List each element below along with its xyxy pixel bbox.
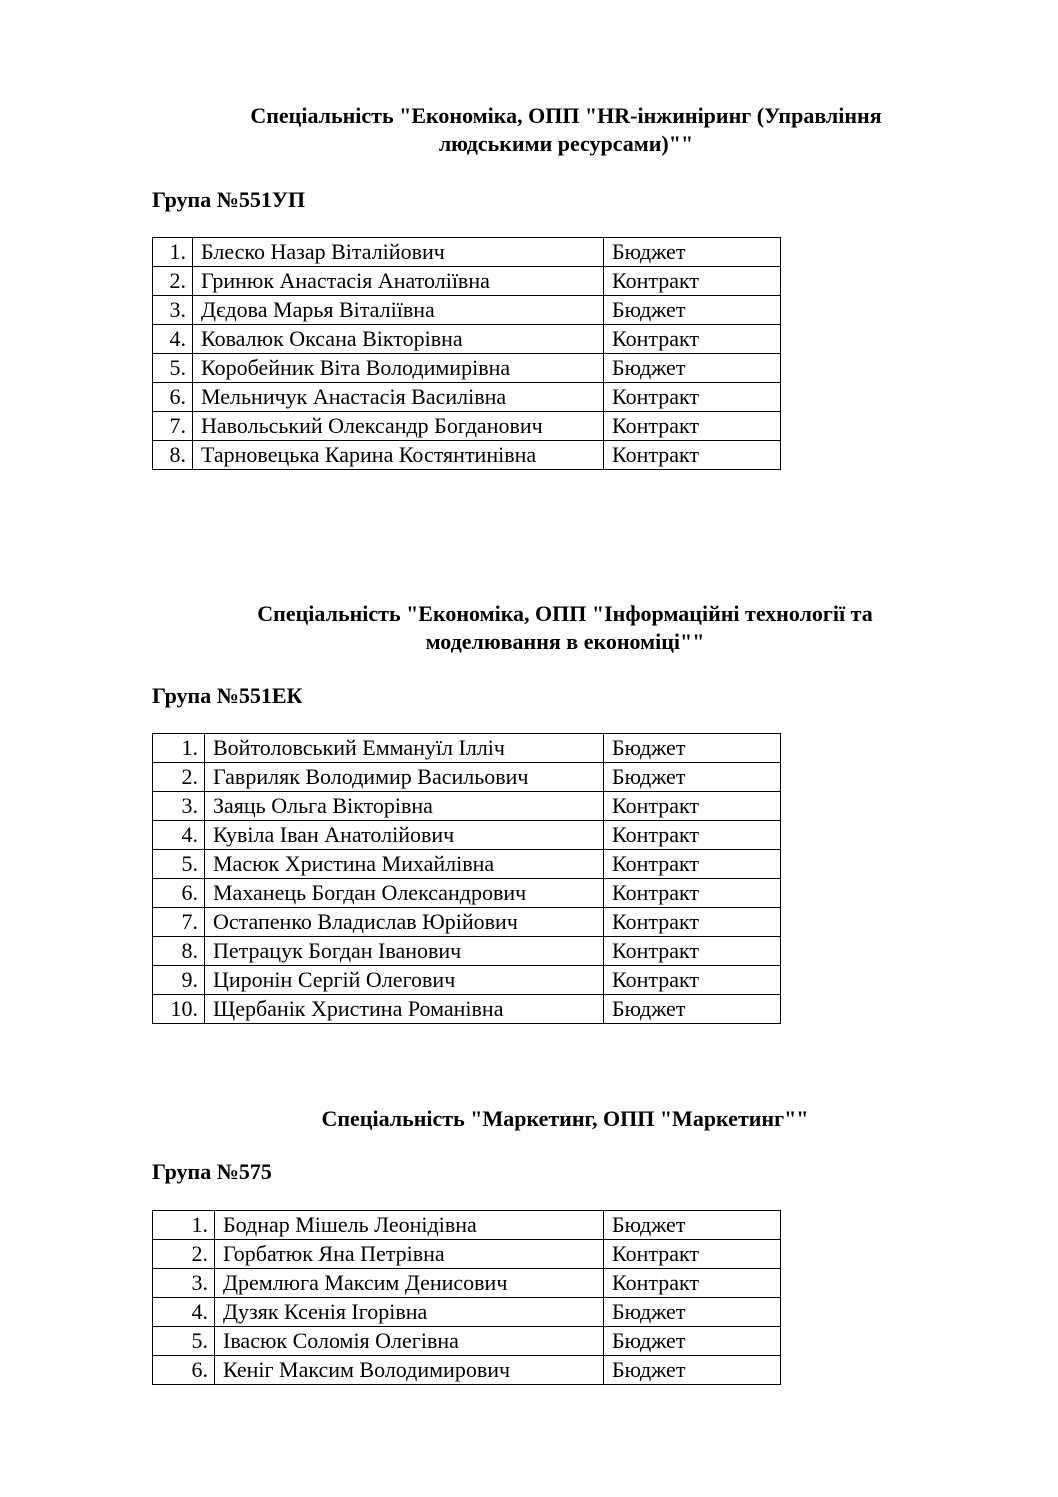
table-row: [153, 325, 781, 354]
student-name: Івасюк Соломія Олегівна: [215, 1327, 604, 1356]
table-row: [153, 1327, 781, 1356]
row-number: 1.: [153, 238, 193, 267]
group-title-3: Група №575: [152, 1159, 272, 1184]
funding-type: Контракт: [604, 850, 781, 879]
funding-type: Контракт: [604, 792, 781, 821]
student-name: Заяць Ольга Вікторівна: [205, 792, 604, 821]
table-row: [153, 1240, 781, 1269]
table-row: [153, 850, 781, 879]
table-row: [153, 354, 781, 383]
row-number: 6.: [153, 383, 193, 412]
table-row: [153, 937, 781, 966]
row-number: 3.: [153, 1269, 215, 1298]
table-row: [153, 267, 781, 296]
table-row: [153, 1211, 781, 1240]
funding-type: Контракт: [604, 412, 781, 441]
funding-type: Бюджет: [604, 1356, 781, 1385]
student-name: Навольський Олександр Богданович: [193, 412, 604, 441]
funding-type: Контракт: [604, 267, 781, 296]
student-name: Кеніг Максим Володимирович: [215, 1356, 604, 1385]
funding-type: Контракт: [604, 441, 781, 470]
section-heading-line: людськими ресурсами)"": [438, 131, 694, 156]
funding-type: Контракт: [604, 383, 781, 412]
row-number: 7.: [153, 412, 193, 441]
funding-type: Контракт: [604, 937, 781, 966]
student-name: Петрацук Богдан Іванович: [205, 937, 604, 966]
row-number: 4.: [153, 821, 205, 850]
row-number: 10.: [153, 995, 205, 1024]
table-row: [153, 1298, 781, 1327]
student-name: Мельничук Анастасія Василівна: [193, 383, 604, 412]
table-row: [153, 734, 781, 763]
student-name: Дєдова Марья Віталіївна: [193, 296, 604, 325]
section-heading-line: Спеціальність "Маркетинг, ОПП "Маркетинг"": [321, 1106, 809, 1131]
funding-type: Контракт: [604, 1240, 781, 1269]
funding-type: Бюджет: [604, 734, 781, 763]
funding-type: Контракт: [604, 879, 781, 908]
funding-type: Контракт: [604, 966, 781, 995]
funding-type: Бюджет: [604, 354, 781, 383]
row-number: 5.: [153, 354, 193, 383]
section-heading-line: моделювання в економіці"": [425, 629, 705, 654]
row-number: 5.: [153, 1327, 215, 1356]
student-name: Ковалюк Оксана Вікторівна: [193, 325, 604, 354]
funding-type: Бюджет: [604, 1327, 781, 1356]
row-number: 4.: [153, 1298, 215, 1327]
table-row: [153, 238, 781, 267]
funding-type: Контракт: [604, 821, 781, 850]
student-name: Масюк Христина Михайлівна: [205, 850, 604, 879]
student-name: Циронін Сергій Олегович: [205, 966, 604, 995]
student-name: Остапенко Владислав Юрійович: [205, 908, 604, 937]
row-number: 2.: [153, 763, 205, 792]
student-name: Коробейник Віта Володимирівна: [193, 354, 604, 383]
student-name: Гринюк Анастасія Анатоліївна: [193, 267, 604, 296]
funding-type: Контракт: [604, 908, 781, 937]
students-table-3: [152, 1210, 781, 1385]
table-row: [153, 412, 781, 441]
table-row: [153, 966, 781, 995]
funding-type: Бюджет: [604, 763, 781, 792]
row-number: 3.: [153, 792, 205, 821]
row-number: 1.: [153, 734, 205, 763]
student-name: Блеско Назар Віталійович: [193, 238, 604, 267]
funding-type: Бюджет: [604, 995, 781, 1024]
student-name: Гавриляк Володимир Васильович: [205, 763, 604, 792]
students-table-2: [152, 733, 781, 1024]
table-row: [153, 1269, 781, 1298]
row-number: 2.: [153, 1240, 215, 1269]
row-number: 5.: [153, 850, 205, 879]
funding-type: Бюджет: [604, 238, 781, 267]
table-row: [153, 383, 781, 412]
row-number: 6.: [153, 879, 205, 908]
section-heading-line: Спеціальність "Економіка, ОПП "Інформаційні технології та: [257, 601, 873, 626]
student-name: Боднар Мішель Леонідівна: [215, 1211, 604, 1240]
table-row: [153, 296, 781, 325]
student-name: Дремлюга Максим Денисович: [215, 1269, 604, 1298]
student-name: Щербанік Христина Романівна: [205, 995, 604, 1024]
funding-type: Бюджет: [604, 1298, 781, 1327]
row-number: 8.: [153, 441, 193, 470]
student-name: Дузяк Ксенія Ігорівна: [215, 1298, 604, 1327]
section-heading-1: [150, 102, 982, 158]
funding-type: Бюджет: [604, 296, 781, 325]
row-number: 1.: [153, 1211, 215, 1240]
table-row: [153, 1356, 781, 1385]
row-number: 6.: [153, 1356, 215, 1385]
section-heading-3: [160, 1105, 970, 1133]
group-title-2: Група №551ЕК: [152, 683, 303, 708]
row-number: 9.: [153, 966, 205, 995]
table-row: [153, 995, 781, 1024]
section-heading-line: Спеціальність "Економіка, ОПП "HR-інжиніринг (Управління: [250, 103, 882, 128]
table-row: [153, 879, 781, 908]
table-row: [153, 908, 781, 937]
student-name: Горбатюк Яна Петрівна: [215, 1240, 604, 1269]
row-number: 4.: [153, 325, 193, 354]
row-number: 8.: [153, 937, 205, 966]
student-name: Кувіла Іван Анатолійович: [205, 821, 604, 850]
student-name: Тарновецька Карина Костянтинівна: [193, 441, 604, 470]
row-number: 7.: [153, 908, 205, 937]
student-name: Войтоловський Еммануїл Ілліч: [205, 734, 604, 763]
group-title-1: Група №551УП: [152, 187, 306, 212]
row-number: 3.: [153, 296, 193, 325]
row-number: 2.: [153, 267, 193, 296]
students-table-1: [152, 237, 781, 470]
funding-type: Бюджет: [604, 1211, 781, 1240]
student-name: Маханець Богдан Олександрович: [205, 879, 604, 908]
funding-type: Контракт: [604, 325, 781, 354]
funding-type: Контракт: [604, 1269, 781, 1298]
table-row: [153, 763, 781, 792]
table-row: [153, 821, 781, 850]
table-row: [153, 792, 781, 821]
table-row: [153, 441, 781, 470]
section-heading-2: [160, 600, 970, 656]
